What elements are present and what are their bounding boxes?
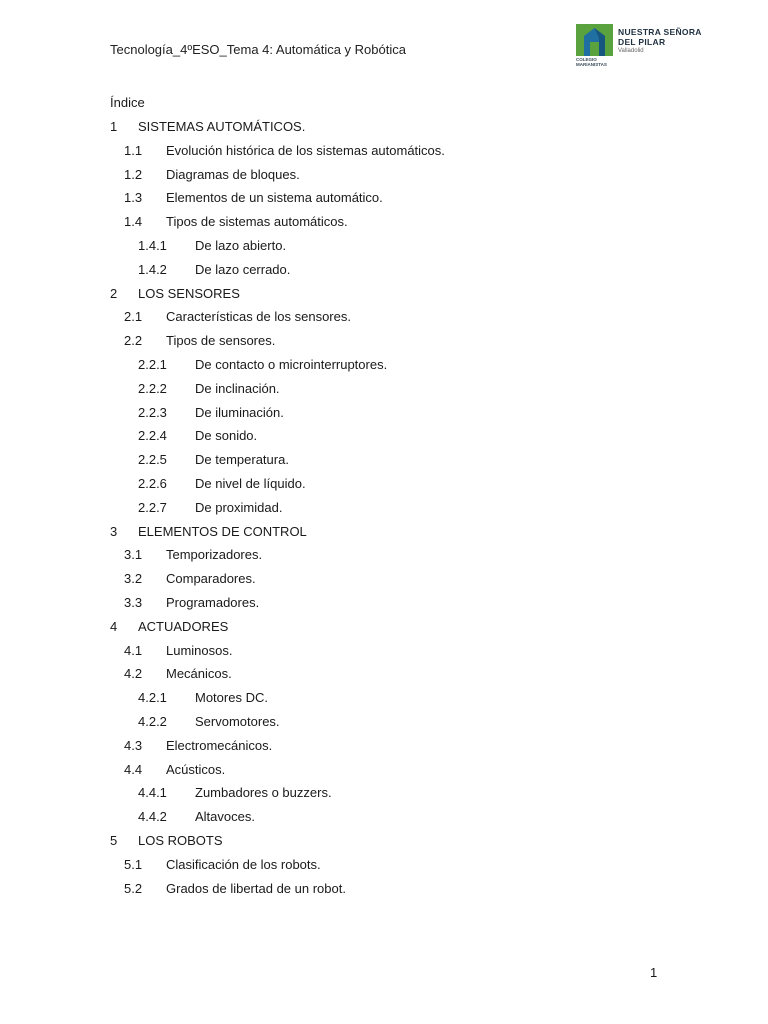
- toc-entry-number: 3.1: [124, 547, 143, 563]
- toc-entry-label: De lazo cerrado.: [195, 261, 291, 277]
- toc-entry-number: 2.2.5: [138, 452, 167, 468]
- toc-entry-label: LOS SENSORES: [138, 285, 240, 301]
- toc-entry[interactable]: [0, 522, 768, 546]
- toc-entry-label: Elementos de un sistema automático.: [166, 190, 383, 206]
- logo-subtitle: [576, 57, 607, 67]
- toc-entry-number: 2.1: [124, 309, 143, 325]
- toc-entry-label: De lazo abierto.: [195, 237, 287, 253]
- toc-entry[interactable]: [0, 783, 768, 807]
- toc-entry-number: 4.4.2: [138, 809, 167, 825]
- table-of-contents: [0, 117, 768, 902]
- toc-entry-label: Comparadores.: [166, 571, 256, 587]
- toc-entry[interactable]: [0, 807, 768, 831]
- toc-entry[interactable]: [0, 284, 768, 308]
- toc-entry-number: 1.2: [124, 166, 143, 182]
- toc-entry-label: Evolución histórica de los sistemas automáticos.: [166, 142, 445, 158]
- toc-entry-label: ELEMENTOS DE CONTROL: [138, 523, 307, 539]
- school-logo-icon: [576, 24, 613, 56]
- toc-entry-number: 5: [110, 832, 118, 848]
- toc-entry-label: Servomotores.: [195, 713, 280, 729]
- toc-entry[interactable]: [0, 355, 768, 379]
- document-header-title: Tecnología_4ºESO_Tema 4: Automática y Robótica: [110, 42, 406, 57]
- toc-entry-number: 4.4: [124, 761, 143, 777]
- toc-entry-label: De contacto o microinterruptores.: [195, 356, 388, 372]
- toc-entry[interactable]: [0, 450, 768, 474]
- toc-entry[interactable]: [0, 474, 768, 498]
- toc-entry-number: 2.2: [124, 333, 143, 349]
- toc-entry-number: 2: [110, 285, 118, 301]
- toc-entry-number: 5.1: [124, 856, 143, 872]
- toc-entry[interactable]: [0, 879, 768, 903]
- logo-name-line1: NUESTRA SEÑORA: [618, 27, 702, 37]
- toc-entry-number: 1.4.2: [138, 261, 167, 277]
- logo-subtitle-line1: COLEGIO: [576, 57, 597, 62]
- logo-city: Valladolid: [618, 48, 644, 54]
- toc-entry-number: 2.2.7: [138, 499, 167, 515]
- toc-entry[interactable]: [0, 307, 768, 331]
- toc-entry-label: De proximidad.: [195, 499, 283, 515]
- toc-entry[interactable]: [0, 736, 768, 760]
- toc-entry[interactable]: [0, 331, 768, 355]
- toc-entry[interactable]: [0, 260, 768, 284]
- toc-entry[interactable]: [0, 569, 768, 593]
- toc-entry-label: Clasificación de los robots.: [166, 856, 321, 872]
- toc-entry-number: 1.3: [124, 190, 143, 206]
- toc-entry-number: 2.2.3: [138, 404, 167, 420]
- toc-entry-number: 3.3: [124, 594, 143, 610]
- toc-entry[interactable]: [0, 688, 768, 712]
- toc-entry-label: Electromecánicos.: [166, 737, 273, 753]
- toc-entry-label: Tipos de sistemas automáticos.: [166, 214, 348, 230]
- toc-entry-label: Grados de libertad de un robot.: [166, 880, 346, 896]
- toc-entry-label: Tipos de sensores.: [166, 333, 276, 349]
- toc-entry-label: Mecánicos.: [166, 666, 232, 682]
- toc-entry[interactable]: [0, 831, 768, 855]
- toc-entry-number: 2.2.4: [138, 428, 167, 444]
- toc-entry-label: Temporizadores.: [166, 547, 263, 563]
- toc-entry-number: 4.4.1: [138, 785, 167, 801]
- toc-entry-number: 4.1: [124, 642, 143, 658]
- toc-entry[interactable]: [0, 212, 768, 236]
- toc-entry-label: Diagramas de bloques.: [166, 166, 300, 182]
- toc-entry-number: 2.2.2: [138, 380, 167, 396]
- toc-entry-label: ACTUADORES: [138, 618, 229, 634]
- logo-name-line2: DEL PILAR: [618, 37, 666, 47]
- toc-entry-label: Zumbadores o buzzers.: [195, 785, 332, 801]
- toc-entry-number: 1.4.1: [138, 237, 167, 253]
- toc-entry[interactable]: [0, 545, 768, 569]
- toc-entry[interactable]: [0, 664, 768, 688]
- toc-entry-number: 4: [110, 618, 118, 634]
- toc-entry-number: 1: [110, 119, 118, 134]
- toc-entry[interactable]: [0, 641, 768, 665]
- toc-entry-label: SISTEMAS AUTOMÁTICOS.: [138, 119, 306, 134]
- toc-entry[interactable]: [0, 498, 768, 522]
- toc-entry[interactable]: [0, 117, 768, 141]
- toc-entry-number: 3.2: [124, 571, 143, 587]
- toc-entry-label: Programadores.: [166, 594, 260, 610]
- toc-entry-number: 1.4: [124, 214, 143, 230]
- toc-entry-number: 1.1: [124, 142, 143, 158]
- toc-entry-label: De sonido.: [195, 428, 258, 444]
- toc-entry-label: De iluminación.: [195, 404, 284, 420]
- toc-entry[interactable]: [0, 593, 768, 617]
- toc-entry[interactable]: [0, 426, 768, 450]
- toc-entry[interactable]: [0, 165, 768, 189]
- toc-entry-number: 4.2.1: [138, 690, 167, 706]
- toc-entry-label: De nivel de líquido.: [195, 475, 306, 491]
- toc-entry-number: 4.2.2: [138, 713, 167, 729]
- toc-entry[interactable]: [0, 236, 768, 260]
- toc-entry[interactable]: [0, 403, 768, 427]
- toc-entry-label: Altavoces.: [195, 809, 255, 825]
- school-logo: [576, 24, 716, 66]
- toc-entry[interactable]: [0, 379, 768, 403]
- toc-entry-number: 4.2: [124, 666, 143, 682]
- toc-entry-label: De inclinación.: [195, 380, 280, 396]
- toc-entry-number: 4.3: [124, 737, 143, 753]
- toc-entry-number: 2.2.6: [138, 475, 167, 491]
- logo-subtitle-line2: MARIANISTAS: [576, 62, 607, 67]
- toc-entry-number: 3: [110, 523, 118, 539]
- toc-entry-number: 5.2: [124, 880, 143, 896]
- toc-entry-label: Características de los sensores.: [166, 309, 351, 325]
- toc-entry-label: LOS ROBOTS: [138, 832, 223, 848]
- toc-entry[interactable]: [0, 617, 768, 641]
- toc-entry-number: 2.2.1: [138, 356, 167, 372]
- toc-entry-label: De temperatura.: [195, 452, 289, 468]
- toc-entry[interactable]: [0, 188, 768, 212]
- toc-entry[interactable]: [0, 712, 768, 736]
- toc-entry-label: Acústicos.: [166, 761, 226, 777]
- toc-entry[interactable]: [0, 855, 768, 879]
- toc-entry[interactable]: [0, 760, 768, 784]
- toc-entry-label: Motores DC.: [195, 690, 268, 706]
- toc-entry[interactable]: [0, 141, 768, 165]
- page-number: 1: [650, 965, 658, 980]
- toc-heading: Índice: [110, 95, 145, 110]
- toc-entry-label: Luminosos.: [166, 642, 233, 658]
